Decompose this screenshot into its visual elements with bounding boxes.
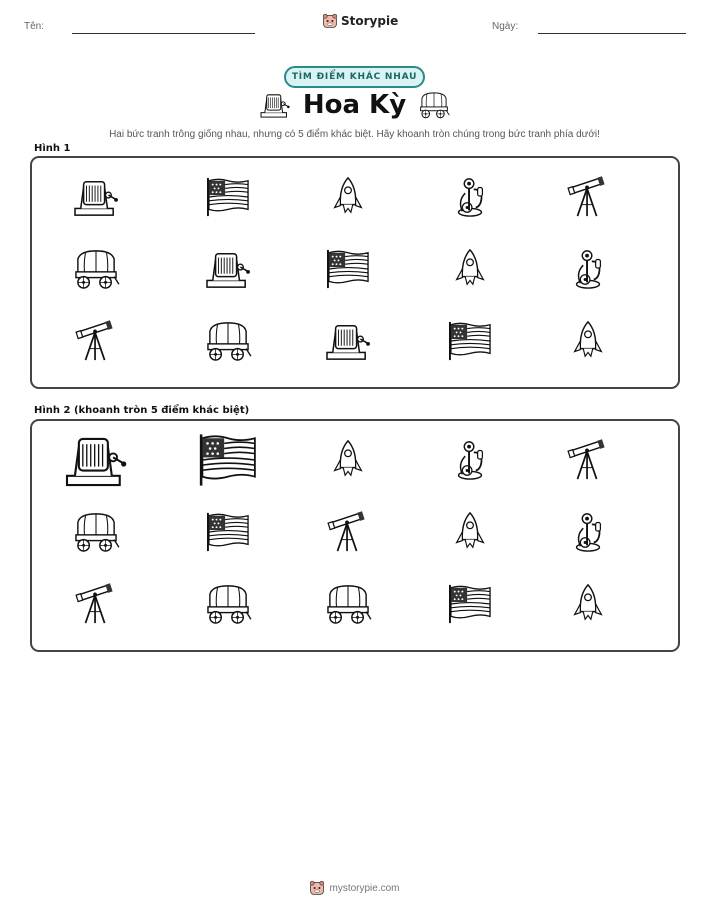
date-label: Ngày: (492, 21, 519, 32)
picture1-panel[interactable] (30, 156, 680, 389)
flag-icon (196, 431, 260, 489)
grid-cell[interactable] (204, 511, 252, 553)
grid-cell[interactable] (446, 583, 494, 625)
grid-cell[interactable] (324, 511, 372, 553)
grid-cell[interactable] (564, 176, 612, 218)
grid-cell[interactable] (72, 320, 120, 362)
name-label: Tên: (24, 21, 45, 32)
winch-icon (204, 248, 252, 290)
telescope-icon (324, 511, 372, 553)
rocket-icon (446, 511, 494, 553)
grid-cell[interactable] (324, 176, 372, 218)
brand-name: Storypie (341, 14, 399, 28)
telephone-icon (564, 248, 612, 290)
telescope-icon (564, 439, 612, 481)
date-line[interactable] (538, 33, 686, 34)
flag-icon (446, 583, 494, 625)
grid-cell[interactable] (564, 511, 612, 553)
winch-icon (62, 431, 130, 489)
wagon-icon (72, 511, 120, 553)
picture2-panel[interactable] (30, 419, 680, 652)
grid-cell[interactable] (204, 176, 252, 218)
wagon-icon (72, 248, 120, 290)
mascot-icon (322, 13, 338, 29)
grid-cell[interactable] (564, 320, 612, 362)
grid-cell[interactable] (446, 176, 494, 218)
grid-cell[interactable] (72, 176, 120, 218)
telescope-icon (564, 176, 612, 218)
telephone-icon (446, 176, 494, 218)
footer-site: mystorypie.com (329, 882, 400, 894)
winch-icon (72, 176, 120, 218)
grid-cell[interactable] (446, 248, 494, 290)
grid-cell[interactable] (62, 431, 130, 489)
rocket-icon (564, 583, 612, 625)
picture2-label: Hình 2 (khoanh tròn 5 điểm khác biệt) (34, 405, 250, 416)
brand-logo (322, 13, 398, 29)
flag-icon (446, 320, 494, 362)
flag-icon (204, 176, 252, 218)
grid-cell[interactable] (72, 583, 120, 625)
flag-icon (204, 511, 252, 553)
grid-cell[interactable] (446, 439, 494, 481)
grid-cell[interactable] (324, 248, 372, 290)
telephone-icon (564, 511, 612, 553)
telescope-icon (72, 320, 120, 362)
grid-cell[interactable] (446, 320, 494, 362)
winch-icon (324, 320, 372, 362)
wagon-icon (204, 320, 252, 362)
grid-cell[interactable] (324, 583, 372, 625)
grid-cell[interactable] (564, 248, 612, 290)
grid-cell[interactable] (446, 511, 494, 553)
grid-cell[interactable] (324, 439, 372, 481)
page-title: Hoa Kỳ (302, 90, 407, 120)
grid-cell[interactable] (204, 583, 252, 625)
rocket-icon (324, 176, 372, 218)
telephone-icon (446, 439, 494, 481)
grid-cell[interactable] (72, 511, 120, 553)
rocket-icon (446, 248, 494, 290)
grid-cell[interactable] (564, 583, 612, 625)
mascot-icon (309, 880, 325, 896)
telescope-icon (72, 583, 120, 625)
grid-cell[interactable] (324, 320, 372, 362)
grid-cell[interactable] (204, 320, 252, 362)
activity-badge: TÌM ĐIỂM KHÁC NHAU (284, 66, 425, 88)
wagon-icon (324, 583, 372, 625)
grid-cell[interactable] (72, 248, 120, 290)
instructions: Hai bức tranh trông giống nhau, nhưng có 5 điểm khác biệt. Hãy khoanh tròn chúng trong bức tranh phía dưới! (109, 129, 600, 140)
wagon-icon (418, 91, 450, 119)
footer (0, 880, 709, 896)
grid-cell[interactable] (204, 248, 252, 290)
grid-cell[interactable] (196, 431, 260, 489)
rocket-icon (324, 439, 372, 481)
rocket-icon (564, 320, 612, 362)
winch-icon (259, 91, 291, 119)
wagon-icon (204, 583, 252, 625)
flag-icon (324, 248, 372, 290)
title-row (0, 90, 709, 120)
picture1-label: Hình 1 (34, 143, 71, 154)
grid-cell[interactable] (564, 439, 612, 481)
name-line[interactable] (72, 33, 255, 34)
